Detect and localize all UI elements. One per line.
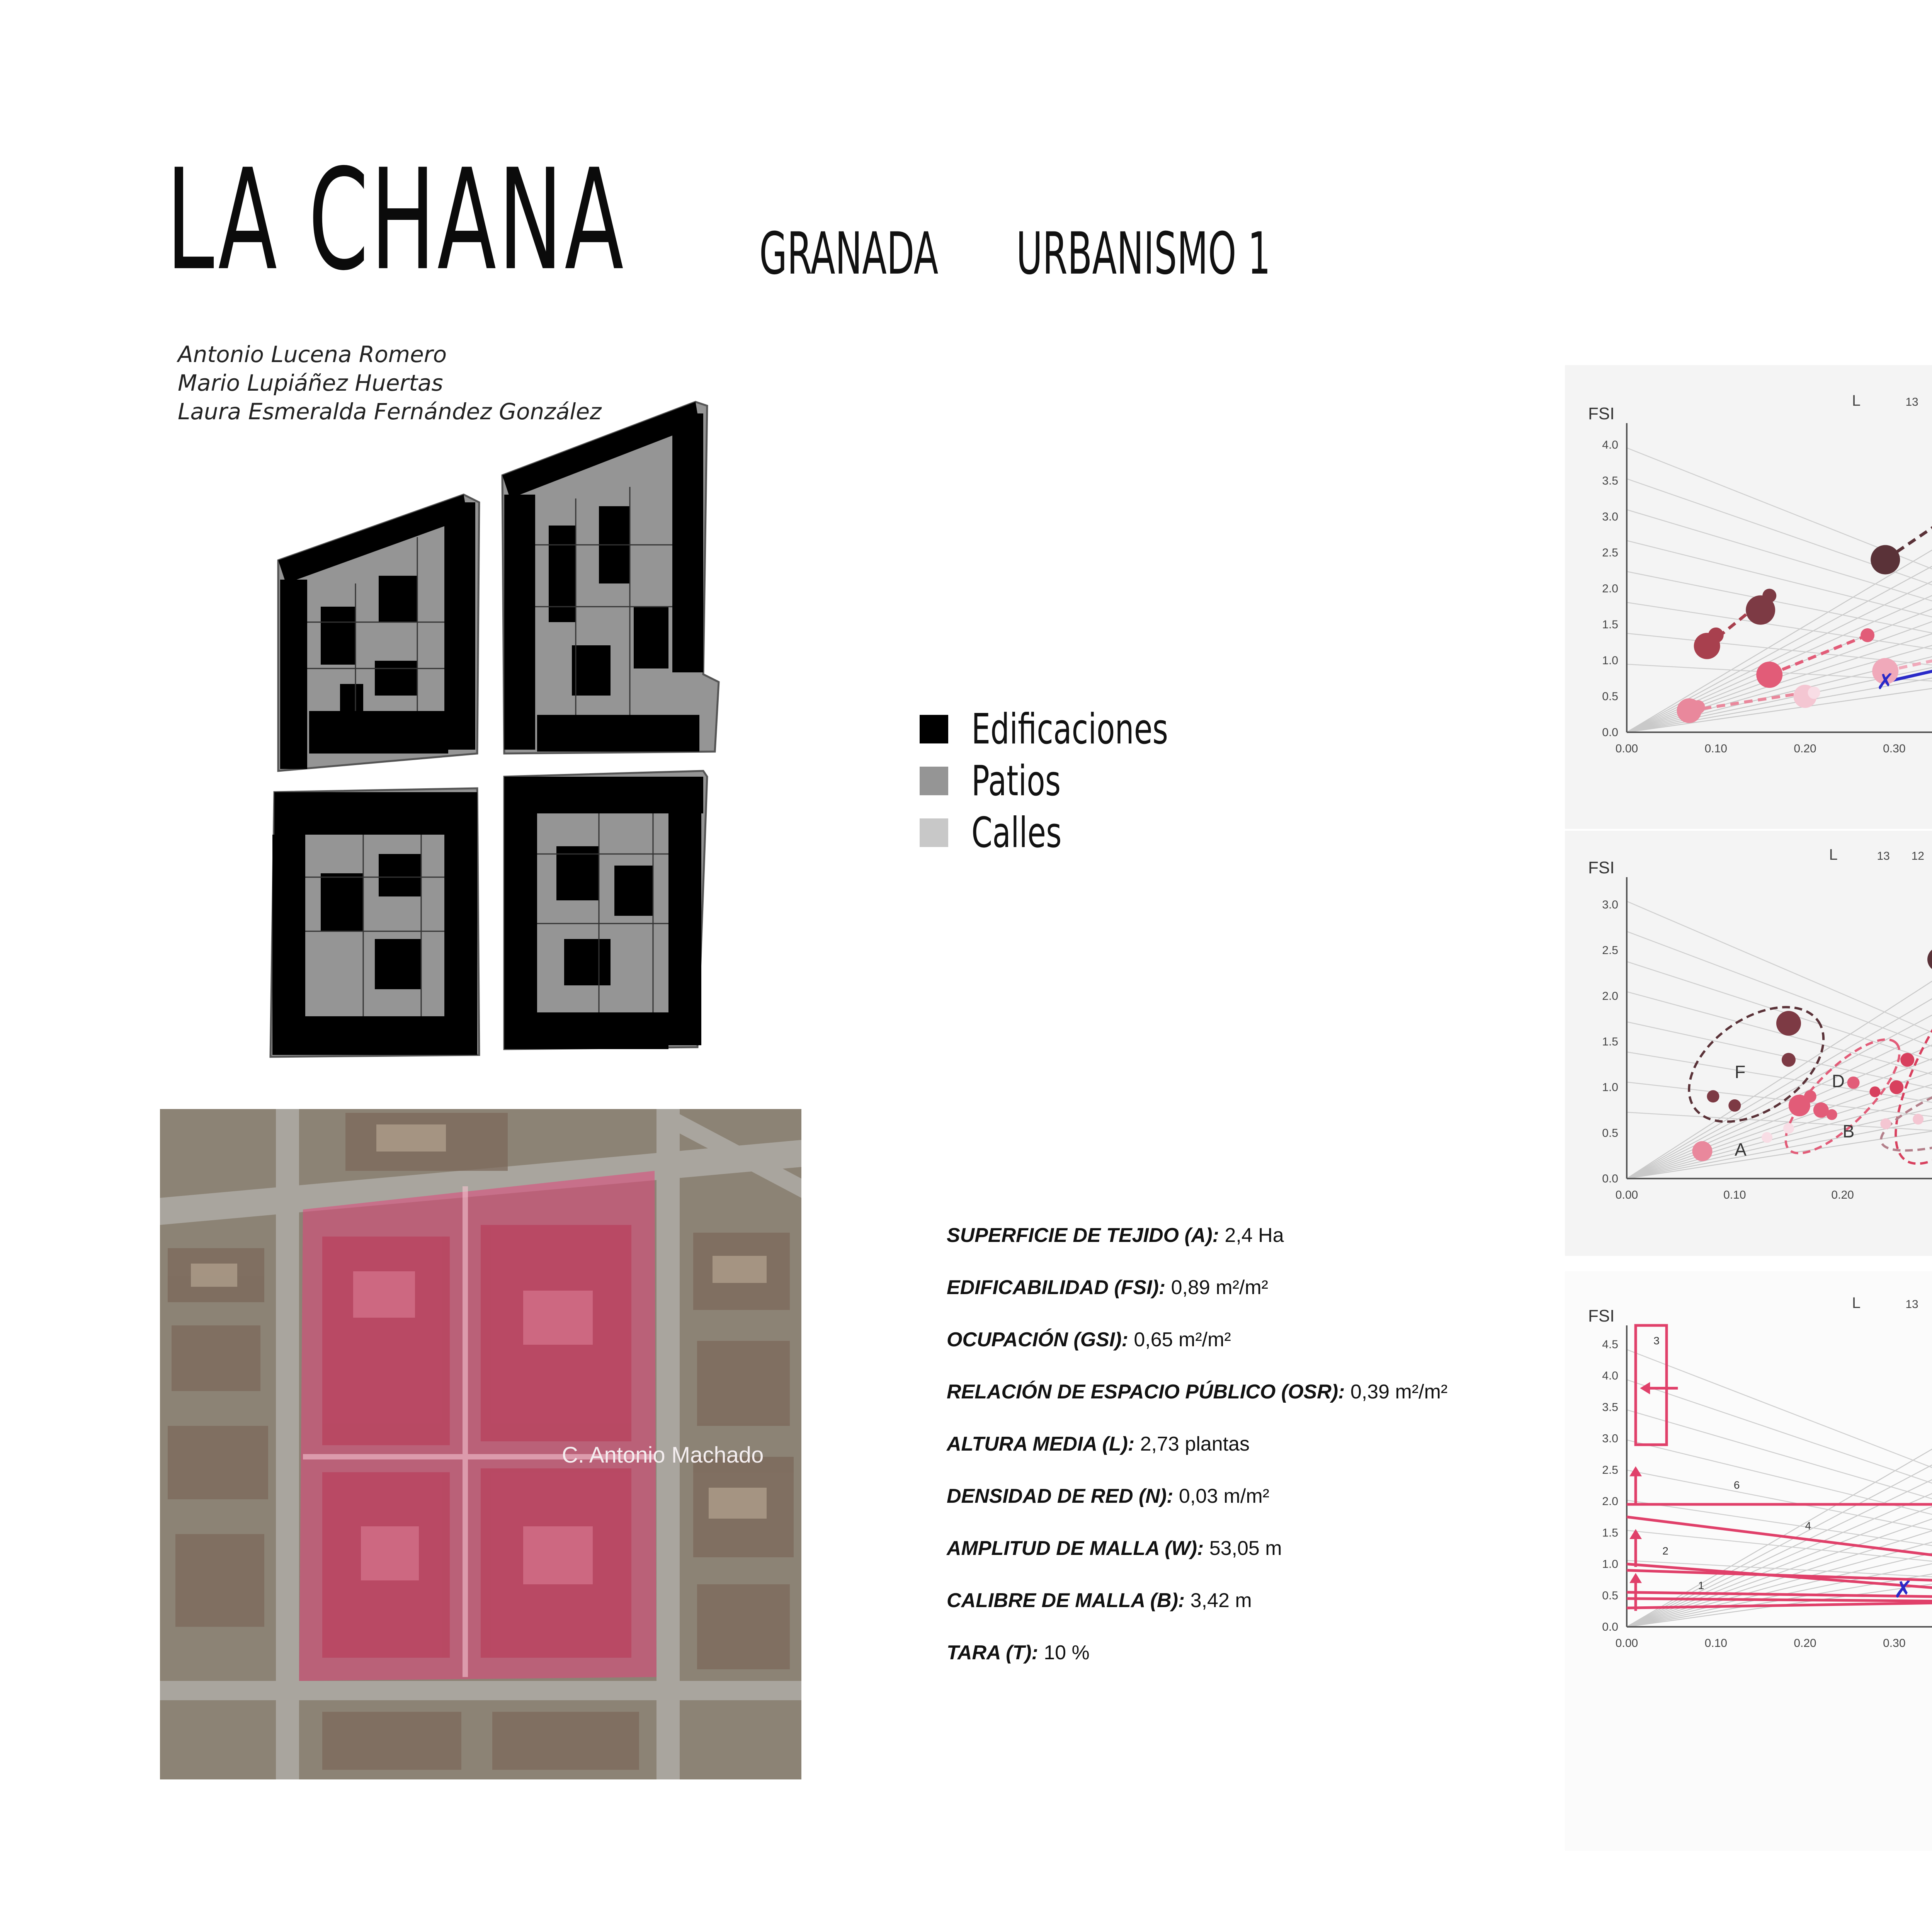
plan-building — [504, 813, 537, 1049]
data-point — [1900, 1053, 1914, 1067]
metric-label: CALIBRE DE MALLA (B): — [947, 1589, 1185, 1612]
data-point — [1762, 589, 1776, 603]
data-point — [1707, 1090, 1719, 1102]
metric-value: 2,73 plantas — [1140, 1433, 1250, 1455]
metric-row — [947, 1470, 1447, 1522]
y-tick-label: 4.0 — [1602, 438, 1618, 451]
x-tick-label: 0.20 — [1794, 742, 1816, 755]
l-label: L — [1852, 1294, 1861, 1311]
y-tick-label: 3.0 — [1602, 898, 1618, 911]
data-line — [1885, 463, 1932, 560]
osr-line — [1627, 1440, 1932, 1613]
y-tick-label: 1.0 — [1602, 1558, 1618, 1571]
plan-building — [379, 854, 421, 896]
metric-label: OCUPACIÓN (GSI): — [947, 1328, 1128, 1351]
metric-label: SUPERFICIE DE TEJIDO (A): — [947, 1224, 1219, 1247]
region-label: 4 — [1805, 1520, 1811, 1532]
osr-line — [1627, 1470, 1932, 1609]
legend-label: Edificaciones — [971, 705, 1168, 754]
legend-swatch — [920, 715, 948, 743]
page-title: LA CHANA — [166, 139, 626, 301]
data-point — [1808, 687, 1820, 699]
data-point — [1889, 1080, 1903, 1094]
metric-value: 0,03 m/m² — [1179, 1485, 1269, 1507]
data-line — [1689, 693, 1805, 711]
y-tick-label: 2.0 — [1602, 1495, 1618, 1508]
x-tick-label: 0.10 — [1723, 1189, 1746, 1201]
y-axis-label: FSI — [1588, 404, 1615, 423]
l-fan-line — [1627, 929, 1932, 1179]
metric-value: 0,39 m²/m² — [1350, 1381, 1448, 1403]
region-label: 1 — [1698, 1579, 1704, 1592]
chart-plot-area — [1588, 392, 1932, 759]
group-label: F — [1735, 1062, 1746, 1082]
doctrine-line-1 — [1627, 1599, 1932, 1608]
spacemate-chart-building-types — [1565, 831, 1932, 1256]
y-tick-label: 0.5 — [1602, 1126, 1618, 1140]
x-tick-label: 0.20 — [1794, 1637, 1816, 1650]
plan-building — [280, 580, 307, 769]
metric-row — [947, 1418, 1447, 1470]
plan-building — [504, 495, 535, 750]
y-tick-label: 3.0 — [1602, 510, 1618, 523]
doctrine-line-2 — [1627, 1564, 1932, 1599]
legend-item-edificaciones — [920, 703, 1245, 755]
l-fan-line — [1627, 1319, 1932, 1627]
author-name: Laura Esmeralda Fernández González — [178, 398, 602, 425]
cluster-ellipse — [1861, 846, 1932, 1192]
l-fan-line — [1627, 1357, 1932, 1627]
plan-building — [564, 939, 611, 985]
y-axis-label: FSI — [1588, 1306, 1615, 1325]
group-label: A — [1735, 1139, 1747, 1160]
cross-marker: ✗ — [1893, 1576, 1913, 1602]
y-tick-label: 2.5 — [1602, 546, 1618, 559]
metric-label: RELACIÓN DE ESPACIO PÚBLICO (OSR): — [947, 1381, 1345, 1403]
osr-line — [1627, 1022, 1932, 1161]
metric-value: 10 % — [1044, 1641, 1090, 1664]
data-point — [1869, 1086, 1880, 1097]
y-tick-label: 4.5 — [1602, 1338, 1618, 1351]
plan-building — [272, 835, 305, 1055]
metric-row — [947, 1575, 1447, 1627]
legend-label: Patios — [971, 757, 1061, 805]
doctrine-arrowhead — [1640, 1382, 1650, 1395]
l-fan-line — [1627, 949, 1932, 1179]
metric-row — [947, 1522, 1447, 1575]
street-label: C. Antonio Machado — [562, 1442, 764, 1468]
x-tick-label: 0.30 — [1883, 1637, 1906, 1650]
group-label: D — [1832, 1071, 1845, 1091]
l-label: L — [1852, 392, 1861, 409]
osr-line — [1627, 901, 1932, 1175]
x-tick-label: 0.00 — [1615, 1189, 1638, 1201]
y-axis-label: FSI — [1588, 858, 1615, 877]
plan-building — [375, 939, 421, 989]
data-point — [1861, 628, 1874, 642]
data-point — [1827, 1109, 1837, 1120]
cluster-ellipse — [1668, 984, 1844, 1145]
aerial-photo — [160, 1109, 801, 1779]
legend-item-patios — [920, 755, 1245, 807]
legend-item-calles — [920, 807, 1245, 859]
legend-swatch — [920, 818, 948, 847]
l-label: 13 — [1877, 850, 1890, 862]
spacemate-chart-doctrines — [1565, 1271, 1932, 1851]
y-tick-label: 0.0 — [1602, 1172, 1618, 1185]
plan-building — [375, 661, 417, 696]
figure-ground-plan — [263, 390, 726, 1063]
data-point — [1728, 1099, 1741, 1112]
metric-row — [947, 1262, 1447, 1314]
plan-building — [672, 413, 703, 672]
legend-swatch — [920, 767, 948, 795]
data-point — [1783, 1123, 1794, 1134]
plan-building — [309, 711, 448, 754]
plan-legend — [920, 703, 1245, 859]
author-name: Antonio Lucena Romero — [178, 341, 447, 367]
data-point — [1927, 947, 1932, 972]
plan-building — [537, 1012, 668, 1049]
region-label: 6 — [1733, 1479, 1740, 1491]
data-point — [1762, 1132, 1772, 1143]
metric-value: 53,05 m — [1209, 1537, 1282, 1560]
plan-building — [305, 1016, 444, 1055]
metric-row — [947, 1314, 1447, 1366]
author-name: Mario Lupiáñez Huertas — [178, 370, 443, 396]
y-tick-label: 2.0 — [1602, 990, 1618, 1003]
y-tick-label: 1.0 — [1602, 1081, 1618, 1094]
plan-building — [572, 645, 611, 696]
y-tick-label: 3.5 — [1602, 1401, 1618, 1414]
data-point — [1776, 1011, 1801, 1036]
data-point — [1913, 1114, 1923, 1124]
plan-building — [634, 607, 668, 668]
osr-line — [1627, 1349, 1932, 1624]
study-area-highlight — [299, 1171, 656, 1681]
y-tick-label: 2.5 — [1602, 944, 1618, 957]
data-point — [1847, 1077, 1860, 1089]
y-tick-label: 3.0 — [1602, 1432, 1618, 1445]
y-tick-label: 1.5 — [1602, 1526, 1618, 1539]
chart-plot-area — [1588, 846, 1932, 1205]
plan-building — [321, 607, 355, 665]
metric-value: 0,65 m²/m² — [1134, 1328, 1231, 1351]
metric-label: EDIFICABILIDAD (FSI): — [947, 1276, 1166, 1299]
plan-building — [668, 813, 701, 1045]
x-tick-label: 0.10 — [1704, 742, 1727, 755]
plan-building — [444, 835, 477, 1055]
y-tick-label: 0.5 — [1602, 1589, 1618, 1602]
plan-building — [274, 792, 477, 835]
data-point — [1871, 545, 1900, 574]
data-point — [1708, 628, 1724, 643]
data-point — [1880, 1118, 1891, 1129]
chart-plot-area — [1588, 1294, 1932, 1653]
plan-building — [504, 777, 703, 813]
osr-line — [1627, 931, 1932, 1172]
group-label: B — [1842, 1121, 1855, 1141]
data-point — [1804, 1090, 1816, 1102]
data-point — [1692, 1141, 1713, 1161]
metric-row — [947, 1627, 1447, 1679]
plan-building — [549, 526, 576, 622]
metric-value: 2,4 Ha — [1225, 1224, 1284, 1247]
doctrine-region-3 — [1636, 1325, 1667, 1445]
region-label: 3 — [1653, 1334, 1660, 1347]
y-tick-label: 3.5 — [1602, 474, 1618, 487]
metric-label: ALTURA MEDIA (L): — [947, 1433, 1135, 1455]
data-point — [1756, 662, 1782, 688]
city-subtitle: GRANADA — [759, 220, 939, 287]
metrics-list — [947, 1209, 1447, 1679]
metric-label: DENSIDAD DE RED (N): — [947, 1485, 1173, 1507]
y-tick-label: 1.0 — [1602, 654, 1618, 667]
data-point — [1691, 700, 1705, 714]
y-tick-label: 1.5 — [1602, 1035, 1618, 1048]
l-label: 13 — [1905, 1298, 1918, 1311]
y-tick-label: 0.0 — [1602, 1621, 1618, 1633]
x-tick-label: 0.10 — [1704, 1637, 1727, 1650]
l-label: 12 — [1911, 850, 1924, 862]
data-point — [1813, 1102, 1829, 1118]
y-tick-label: 0.5 — [1602, 690, 1618, 703]
x-tick-label: 0.20 — [1831, 1189, 1854, 1201]
x-tick-label: 0.00 — [1615, 1637, 1638, 1650]
metric-value: 3,42 m — [1190, 1589, 1252, 1612]
doctrine-arrowhead — [1629, 1573, 1642, 1583]
l-label: 13 — [1905, 396, 1918, 408]
plan-building — [537, 715, 699, 752]
l-fan-line — [1627, 890, 1932, 1179]
l-label: L — [1829, 846, 1838, 863]
y-tick-label: 0.0 — [1602, 726, 1618, 739]
metric-row — [947, 1366, 1447, 1418]
region-label: 2 — [1662, 1545, 1668, 1557]
x-tick-label: 0.30 — [1883, 742, 1906, 755]
plan-building — [321, 873, 363, 931]
plan-building — [379, 576, 417, 622]
y-tick-label: 2.5 — [1602, 1463, 1618, 1476]
legend-label: Calles — [971, 808, 1062, 857]
cross-marker: ✗ — [1876, 669, 1895, 694]
plan-building — [444, 502, 475, 750]
course-subtitle: URBANISMO 1 — [1016, 220, 1271, 287]
spacemate-chart-archetypes — [1565, 365, 1932, 829]
y-tick-label: 4.0 — [1602, 1369, 1618, 1382]
data-point — [1782, 1053, 1796, 1067]
metric-row — [947, 1209, 1447, 1262]
y-tick-label: 1.5 — [1602, 618, 1618, 631]
metric-label: AMPLITUD DE MALLA (W): — [947, 1537, 1204, 1560]
plan-building — [340, 684, 363, 711]
y-tick-label: 2.0 — [1602, 582, 1618, 595]
plan-building — [614, 866, 653, 916]
metric-value: 0,89 m²/m² — [1171, 1276, 1268, 1299]
x-tick-label: 0.00 — [1615, 742, 1638, 755]
metric-label: TARA (T): — [947, 1641, 1038, 1664]
